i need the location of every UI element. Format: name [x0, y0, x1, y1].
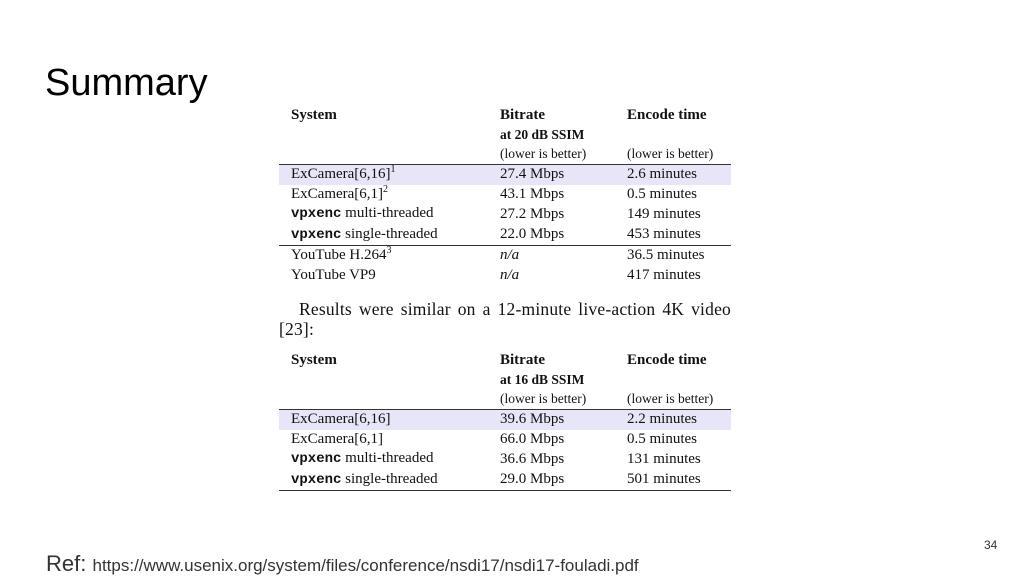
table-note-row: [279, 144, 731, 165]
table-subheader-row: [279, 126, 731, 144]
header-system: System: [291, 107, 337, 123]
cell-system: YouTube VP9: [291, 266, 376, 283]
results-figure: [279, 104, 731, 491]
table-row: [279, 449, 731, 470]
header-system: System: [291, 352, 337, 368]
header-encode-time: Encode time: [627, 352, 707, 368]
slide-title: Summary: [45, 62, 208, 104]
cell-encode: 453 minutes: [627, 226, 701, 242]
header-bitrate: Bitrate: [500, 352, 545, 368]
table-note-row: [279, 389, 731, 410]
cell-system: ExCamera[6,1]: [291, 430, 384, 447]
note-bitrate: (lower is better): [488, 144, 615, 165]
cell-encode: 501 minutes: [615, 470, 731, 491]
note-bitrate: (lower is better): [488, 389, 615, 410]
cell-encode: 131 minutes: [627, 450, 701, 467]
table-row: [279, 470, 731, 491]
cell-encode: 417 minutes: [627, 266, 701, 283]
cell-encode: 149 minutes: [627, 205, 701, 222]
cell-bitrate: 22.0 Mbps: [500, 226, 565, 242]
header-bitrate: Bitrate: [500, 107, 545, 123]
table-row: [279, 430, 731, 450]
reference-label: Ref:: [46, 551, 87, 576]
cell-system: vpxenc multi-threaded: [291, 205, 434, 222]
cell-bitrate: 27.4 Mbps: [488, 165, 615, 185]
cell-bitrate: n/a: [488, 246, 615, 266]
cell-system: vpxenc multi-threaded: [291, 450, 434, 467]
note-encode: (lower is better): [615, 389, 731, 410]
note-encode: (lower is better): [615, 144, 731, 165]
results-table-16db: [279, 349, 731, 491]
cell-encode: 0.5 minutes: [627, 185, 697, 202]
reference-line: [46, 551, 639, 577]
cell-encode: 0.5 minutes: [627, 430, 697, 447]
subheader-ssim: at 16 dB SSIM: [500, 372, 585, 387]
table-row: [279, 204, 731, 225]
table-row: [279, 225, 731, 246]
header-encode-time: Encode time: [627, 107, 707, 123]
cell-bitrate: 36.6 Mbps: [500, 450, 565, 467]
cell-system: $ExCamera[6,1]^2$: [291, 183, 389, 202]
reference-url: https://www.usenix.org/system/files/conference/nsdi17/nsdi17-fouladi.pdf: [92, 556, 639, 575]
cell-bitrate: 43.1 Mbps: [500, 185, 565, 202]
table-header-row: [279, 104, 731, 126]
table-header-row: [279, 349, 731, 371]
cell-system: vpxenc single-threaded: [279, 470, 488, 491]
results-paragraph: Results were similar on a 12-minute live-action 4K video [23]:: [279, 299, 731, 339]
results-table-20db: [279, 104, 731, 285]
footnote-mark: 2: [383, 183, 389, 195]
table-subheader-row: [279, 371, 731, 389]
footnote-mark: 1: [390, 164, 396, 175]
cell-system: $ExCamera[6,16]^1$: [279, 165, 488, 185]
cell-bitrate: n/a: [500, 266, 520, 283]
cell-encode: 2.6 minutes: [615, 165, 731, 185]
table-row: [279, 246, 731, 266]
table-row: [279, 266, 731, 286]
footnote-mark: 3: [386, 245, 392, 256]
page-number: 34: [984, 538, 998, 552]
cell-encode: 2.2 minutes: [615, 410, 731, 430]
cell-system: vpxenc single-threaded: [291, 225, 438, 243]
cell-encode: 36.5 minutes: [615, 246, 731, 266]
table-row: [279, 410, 731, 430]
cell-system: YouTube H.264$^3$: [279, 246, 488, 266]
table-row: [279, 165, 731, 185]
table-row: [279, 185, 731, 205]
cell-bitrate: 66.0 Mbps: [500, 430, 565, 447]
cell-bitrate: 27.2 Mbps: [500, 205, 565, 222]
subheader-ssim: at 20 dB SSIM: [500, 127, 585, 142]
cell-system: ExCamera[6,16]: [279, 410, 488, 430]
cell-bitrate: 29.0 Mbps: [488, 470, 615, 491]
cell-bitrate: 39.6 Mbps: [488, 410, 615, 430]
